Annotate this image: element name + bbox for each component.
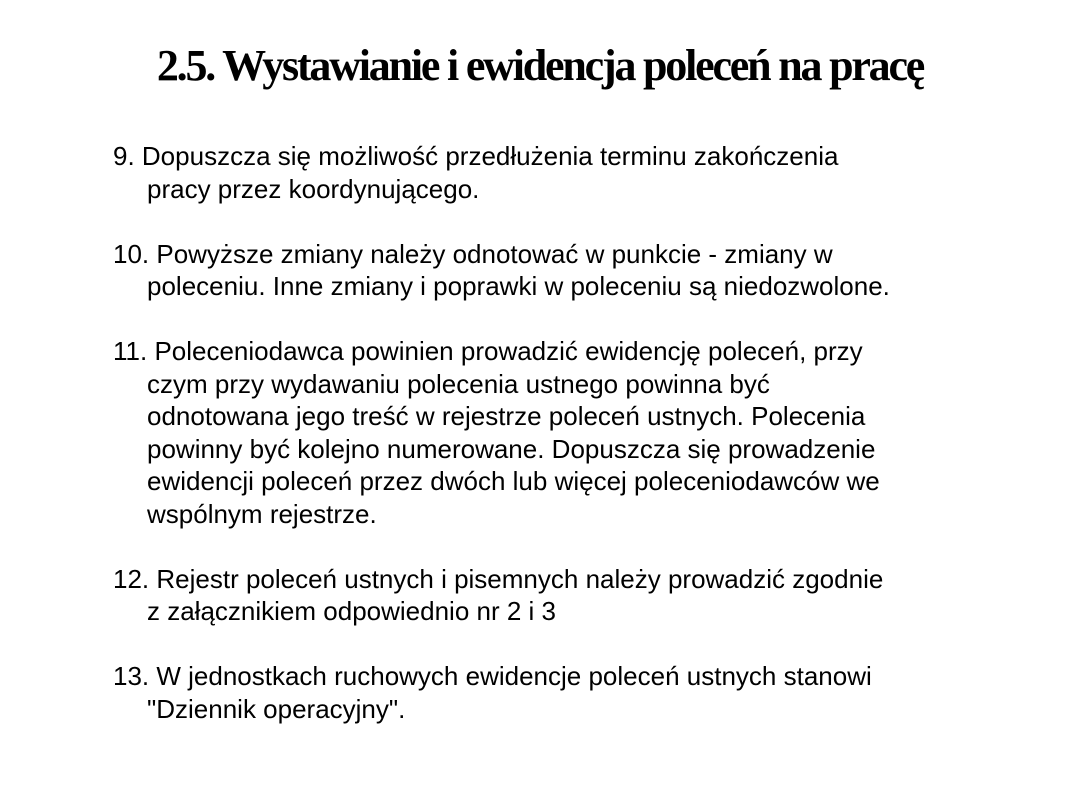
text-line: 10. Powyższe zmiany należy odnotować w punkcie - zmiany w (113, 238, 833, 269)
list-item-text (113, 335, 1013, 530)
text-line: ewidencji poleceń przez dwóch lub więcej poleceniodawców we (147, 466, 880, 496)
text-line: z załącznikiem odpowiednio nr 2 i 3 (147, 596, 556, 626)
list-item (113, 335, 1013, 530)
list-item (113, 660, 1013, 725)
text-line: czym przy wydawaniu polecenia ustnego powinna być (147, 368, 770, 399)
text-line: wspólnym rejestrze. (147, 498, 377, 529)
list-item (113, 140, 1013, 205)
text-line: 13. W jednostkach ruchowych ewidencje poleceń ustnych stanowi (113, 661, 872, 691)
text-line: "Dziennik operacyjny". (147, 693, 406, 724)
text-line: 12. Rejestr poleceń ustnych i pisemnych należy prowadzić zgodnie (113, 563, 884, 594)
list-item-text (113, 563, 1013, 628)
text-line: powinny być kolejno numerowane. Dopuszcza się prowadzenie (147, 433, 876, 464)
list-item-text (113, 238, 1013, 303)
slide-content (113, 140, 1013, 758)
list-item-text (113, 140, 1013, 205)
list-item (113, 563, 1013, 628)
slide-title: 2.5. Wystawianie i ewidencja poleceń na pracę (156, 41, 924, 90)
text-line: 11. Poleceniodawca powinien prowadzić ewidencję poleceń, przy (113, 336, 863, 366)
list-item (113, 238, 1013, 303)
text-line: odnotowana jego treść w rejestrze poleceń ustnych. Polecenia (147, 401, 866, 431)
text-line: 9. Dopuszcza się możliwość przedłużenia terminu zakończenia (113, 141, 839, 171)
text-line: pracy przez koordynującego. (147, 173, 480, 204)
text-line: poleceniu. Inne zmiany i poprawki w poleceniu są niedozwolone. (147, 271, 890, 301)
list-item-text (113, 660, 1013, 725)
